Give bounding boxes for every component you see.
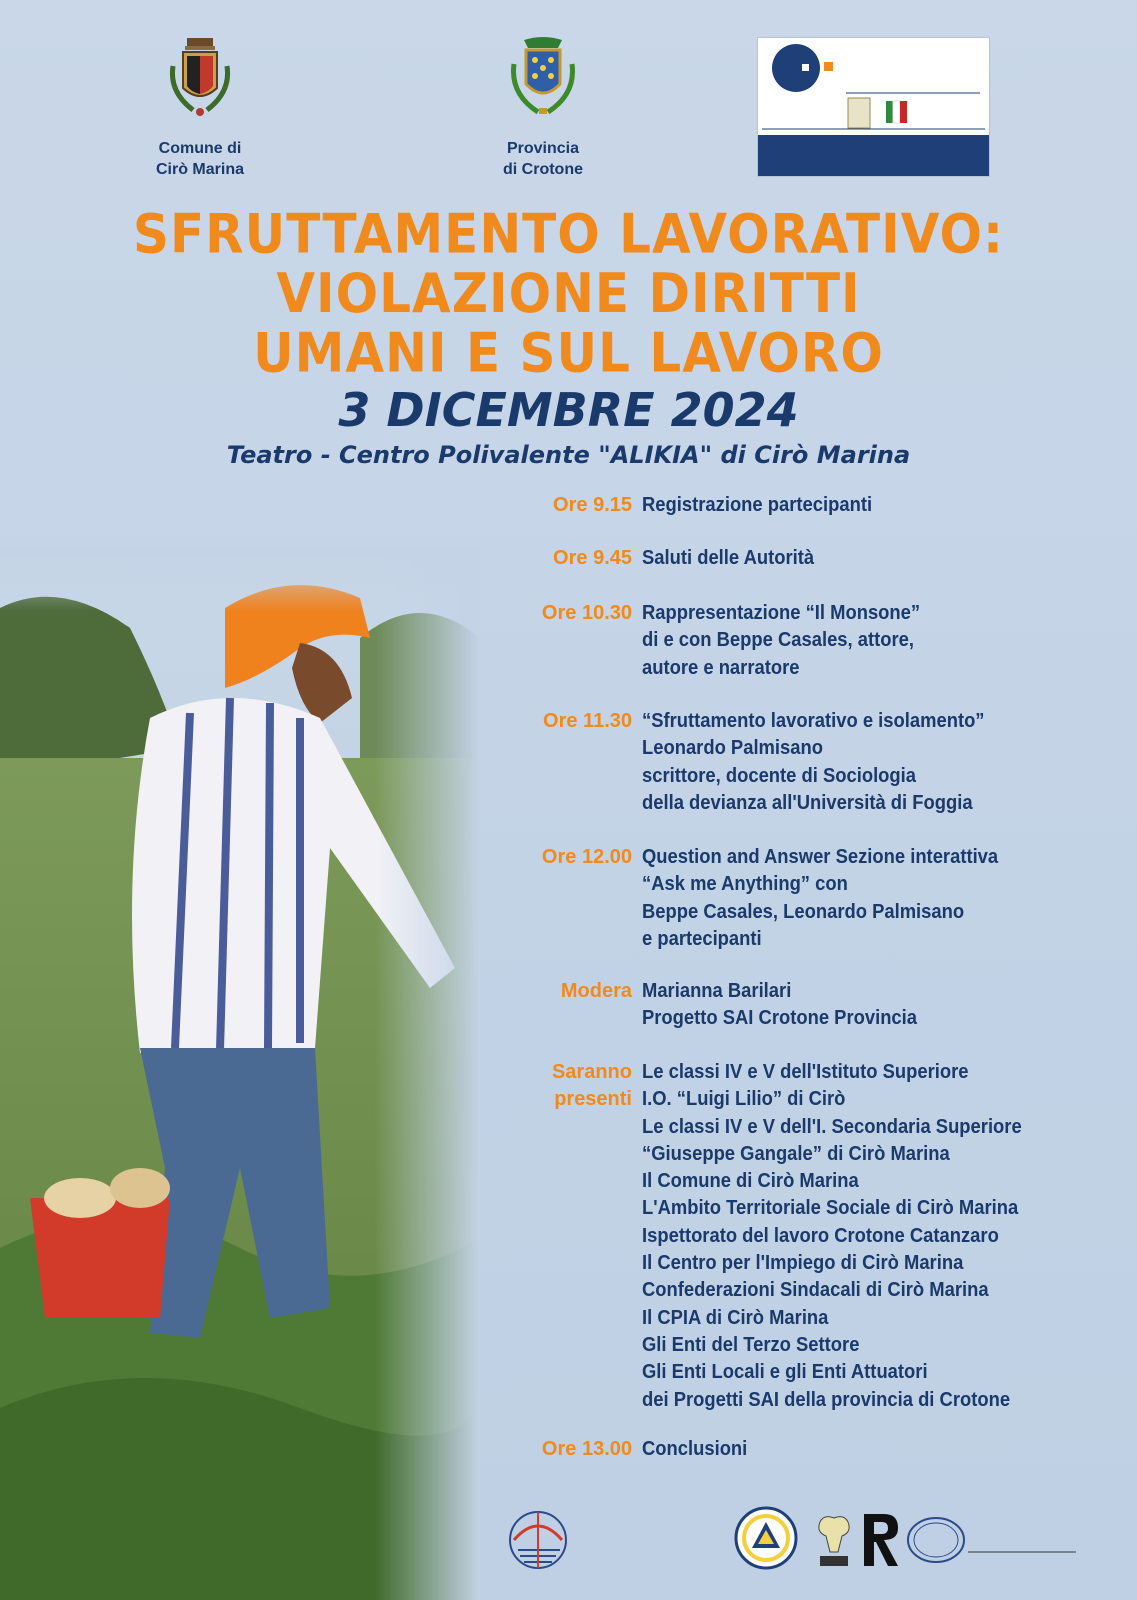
programme-line: Ispettorato del lavoro Crotone Catanzaro (642, 1224, 999, 1247)
programme-line: Beppe Casales, Leonardo Palmisano (642, 900, 965, 923)
comune-label: Comune di Cirò Marina (155, 140, 244, 178)
programme-line: Confederazioni Sindacali di Cirò Marina (642, 1279, 989, 1302)
programme-line: Le classi IV e V dell'Istituto Superiore (642, 1061, 969, 1083)
programme-item (520, 1436, 1080, 1463)
programme-line: scrittore, docente di Sociologia (642, 764, 917, 787)
agora-kroton-logo (504, 1510, 734, 1579)
title-line-3: UMANI E SUL LAVORO (253, 321, 884, 385)
programme-time: Ore 9.45 (553, 547, 632, 569)
orizzonti-nuovi-icon (906, 1514, 1086, 1568)
programme-line: Progetto SAI Crotone Provincia (642, 1007, 918, 1030)
programme-line: Rappresentazione “Il Monsone” (642, 602, 921, 624)
programme-item (520, 844, 1080, 953)
programme-time: Ore 11.30 (543, 710, 632, 732)
programme-line: Registrazione partecipanti (642, 494, 873, 516)
sai-logo (758, 38, 989, 176)
programme-time: Ore 13.00 (541, 1438, 632, 1460)
programme-line: Saluti delle Autorità (642, 547, 815, 569)
programme-line: di e con Beppe Casales, attore, (642, 629, 915, 652)
title-line-1: SFRUTTAMENTO LAVORATIVO: (132, 202, 1005, 266)
programme-time: Modera (560, 980, 632, 1002)
programme-line: Il CPIA di Cirò Marina (642, 1306, 829, 1329)
baobab-icon (814, 1512, 854, 1570)
r-logo-icon (858, 1508, 902, 1570)
programme-line: Gli Enti del Terzo Settore (642, 1333, 860, 1356)
programme-item (520, 600, 1080, 682)
programme-line: Question and Answer Sezione interattiva (642, 846, 999, 868)
programme-item (520, 1059, 1080, 1414)
programme-line: I.O. “Luigi Lilio” di Cirò (642, 1088, 846, 1111)
programme-line: Conclusioni (642, 1438, 748, 1460)
programme-line: Il Centro per l'Impiego di Cirò Marina (642, 1252, 964, 1275)
programme-item (520, 708, 1080, 817)
programme-line: “Sfruttamento lavorativo e isolamento” (642, 710, 985, 732)
sponsor-logos (504, 1506, 1104, 1580)
programme-line: Gli Enti Locali e gli Enti Attuatori (642, 1361, 928, 1384)
programme-item (520, 492, 1080, 519)
programme-time: Ore 12.00 (541, 846, 632, 868)
programme-line: L'Ambito Territoriale Sociale di Cirò Marina (642, 1197, 1019, 1220)
programme-line: “Ask me Anything” con (642, 873, 848, 896)
agora-kroton-icon (504, 1510, 734, 1574)
programme-time: Ore 10.30 (541, 602, 632, 624)
programme-line: della devianza all'Università di Foggia (642, 791, 973, 814)
protezione-civile-logo (734, 1506, 798, 1575)
comune-ciro-marina-logo (141, 36, 259, 180)
sai-band (758, 135, 989, 176)
programme-time: Saranno presenti (551, 1061, 632, 1111)
orizzonti-nuovi-logo (906, 1514, 1086, 1573)
programme-line: autore e narratore (642, 656, 800, 679)
provincia-crotone-logo (484, 36, 602, 180)
event-title (0, 202, 1137, 385)
title-line-2: VIOLAZIONE DIRITTI (276, 262, 861, 325)
protezione-civile-icon (734, 1506, 798, 1570)
programme-line: Le classi IV e V dell'I. Secondaria Superiore (642, 1115, 1022, 1138)
event-date: 3 DICEMBRE 2024 (338, 383, 799, 437)
programme-line: “Giuseppe Gangale” di Cirò Marina (642, 1142, 950, 1165)
programme-item (520, 978, 1080, 1033)
comune-crest-icon (165, 36, 235, 126)
programme-line: dei Progetti SAI della provincia di Crotone (642, 1388, 1011, 1411)
r-logo (858, 1508, 902, 1575)
farm-worker-photo (0, 548, 480, 1600)
event-venue: Teatro - Centro Polivalente "ALIKIA" di Cirò Marina (226, 441, 911, 469)
programme-time: Ore 9.15 (553, 494, 632, 516)
programme-line: e partecipanti (642, 927, 762, 950)
programme-line: Leonardo Palmisano (642, 737, 823, 760)
programme-line: Il Comune di Cirò Marina (642, 1170, 859, 1193)
baobab-logo (814, 1512, 854, 1575)
provincia-label: Provincia di Crotone (503, 140, 583, 178)
provincia-crest-icon (508, 36, 578, 126)
programme-line: Marianna Barilari (642, 980, 792, 1002)
programme-item (520, 545, 1080, 572)
